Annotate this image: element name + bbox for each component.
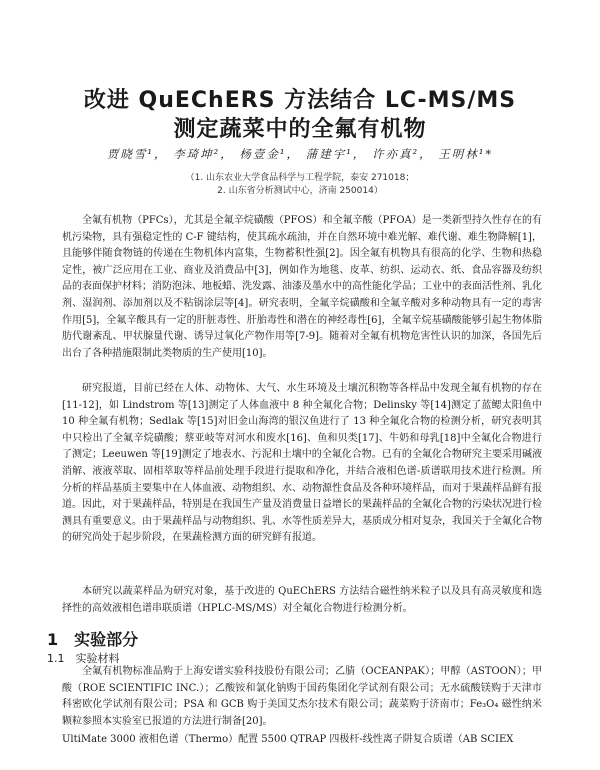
- affiliation-2: 2. 山东省分析测试中心，济南 250014）: [217, 186, 383, 196]
- paragraph-objective: 本研究以蔬菜样品为研究对象，基于改进的 QuEChERS 方法结合磁性纳米粒子以及具有高灵敏度和选择性的高效液相色谱串联质谱（HPLC-MS/MS）对全氟化合物进行检测分析。: [62, 586, 542, 614]
- paragraph-instrument: UltiMate 3000 液相色谱（Thermo）配置 5500 QTRAP 四极杆-线性离子阱复合质谱（AB SCIEX: [62, 734, 514, 745]
- title-line-1: 改进 QuEChERS 方法结合 LC-MS/MS: [83, 88, 517, 113]
- paragraph-research: 研究报道，目前已经在人体、动物体、大气、水生环境及土壤沉积物等各样品中发现全氟有机物的存在[11-12]，如 Lindstrom 等[13]测定了人体血液中 8 种全氟化合物；Delinsky 等[14]测定了蓝鳃太阳鱼中 10 种全氟有机物；Sedlak 等[15]对旧金山海湾的银汉鱼进行了 13 种全氟化合物的检测分析，研究表明其中只检出了全氟辛烷磺酸；蔡亚岐等对河水和废水[16]、鱼和贝类[17]、牛奶和母乳[18]中全氟化合物进行了测定；Leeuwen 等[19]测定了地表水、污泥和土壤中的全氟化合物。已有的全氟化合物研究主要采用碱液消解、液液萃取、固相萃取等样品前处理手段进行提取和净化，并结合液相色谱-质谱联用技术进行检测。所分析的样品基质主要集中在人体血液、动物组织、水、动物源性食品及各种环境样品，而对于果蔬样品鲜有报道。因此，对于果蔬样品，特别是在我国生产量及消费量日益增长的果蔬样品的全氟化合物的污染状况进行检测具有重要意义。由于果蔬样品与动物组织、乳、水等性质差异大，基质成分相对复杂，我国关于全氟化合物的研究尚处于起步阶段，在果蔬检测方面的研究鲜有报道。: [62, 383, 542, 544]
- title-line-2: 测定蔬菜中的全氟有机物: [173, 117, 427, 142]
- paragraph-intro: 全氟有机物（PFCs），尤其是全氟辛烷磺酸（PFOS）和全氟辛酸（PFOA）是一类新型持久性存在的有机污染物，具有强稳定性的 C-F 键结构，使其疏水疏油，并在自然环境中难光解、难代谢、难生物降解[1]，且能够伴随食物链的传递在生物机体内富集，生物蓄积性强[2]。因全氟有机物具有很高的化学、生物和热稳定性，被广泛应用在工业、商业及消费品中[3]，例如作为地毯、皮革、纺织、运动衣、纸、食品容器及纺织品的表面保护材料；消防泡沫、地板蜡、洗发露、油漆及墨水中的高性能化学品；工业中的表面活性剂、乳化剂、湿润剂、添加剂以及不粘锅涂层等[4]。研究表明，全氟辛烷磺酸和全氟辛酸对多种动物具有一定的毒害作用[5]，全氟辛酸具有一定的肝脏毒性、肝胎毒性和潜在的神经毒性[6]，全氟辛烷基磺酸能够引起生物体脂肪代谢紊乱、甲状腺量代谢、诱导过氧化产物作用等[7-9]。随着对全氟有机物危害性认识的加深，各国先后出台了各种措施限制此类物质的生产使用[10]。: [62, 215, 542, 359]
- subsection-heading-materials: 1.1 实验材料: [47, 652, 120, 665]
- affiliation-1: （1. 山东农业大学食品科学与工程学院，泰安 271018；: [185, 173, 415, 183]
- section-heading-experimental: 1 实验部分: [47, 630, 139, 649]
- paragraph-materials: 全氟有机物标准品购于上海安谱实验科技股份有限公司；乙腈（OCEANPAK）；甲醇（ASTOON）；甲酸（ROE SCIENTIFIC INC.）；乙酸铵和氯化钠购于国药集团化学试剂有限公司；无水硫酸镁购于天津市科密欧化学试剂有限公司；PSA 和 GCB 购于美国艾杰尔技术有限公司；蔬菜购于济南市；Fe₃O₄ 磁性纳米颗粒参照本实验室已报道的方法进行制备[20]。: [62, 666, 542, 727]
- author-list: 贾晓雪¹， 李琦坤²， 杨壹金¹， 蒲建宇¹， 许亦真²， 王明林¹*: [106, 147, 494, 161]
